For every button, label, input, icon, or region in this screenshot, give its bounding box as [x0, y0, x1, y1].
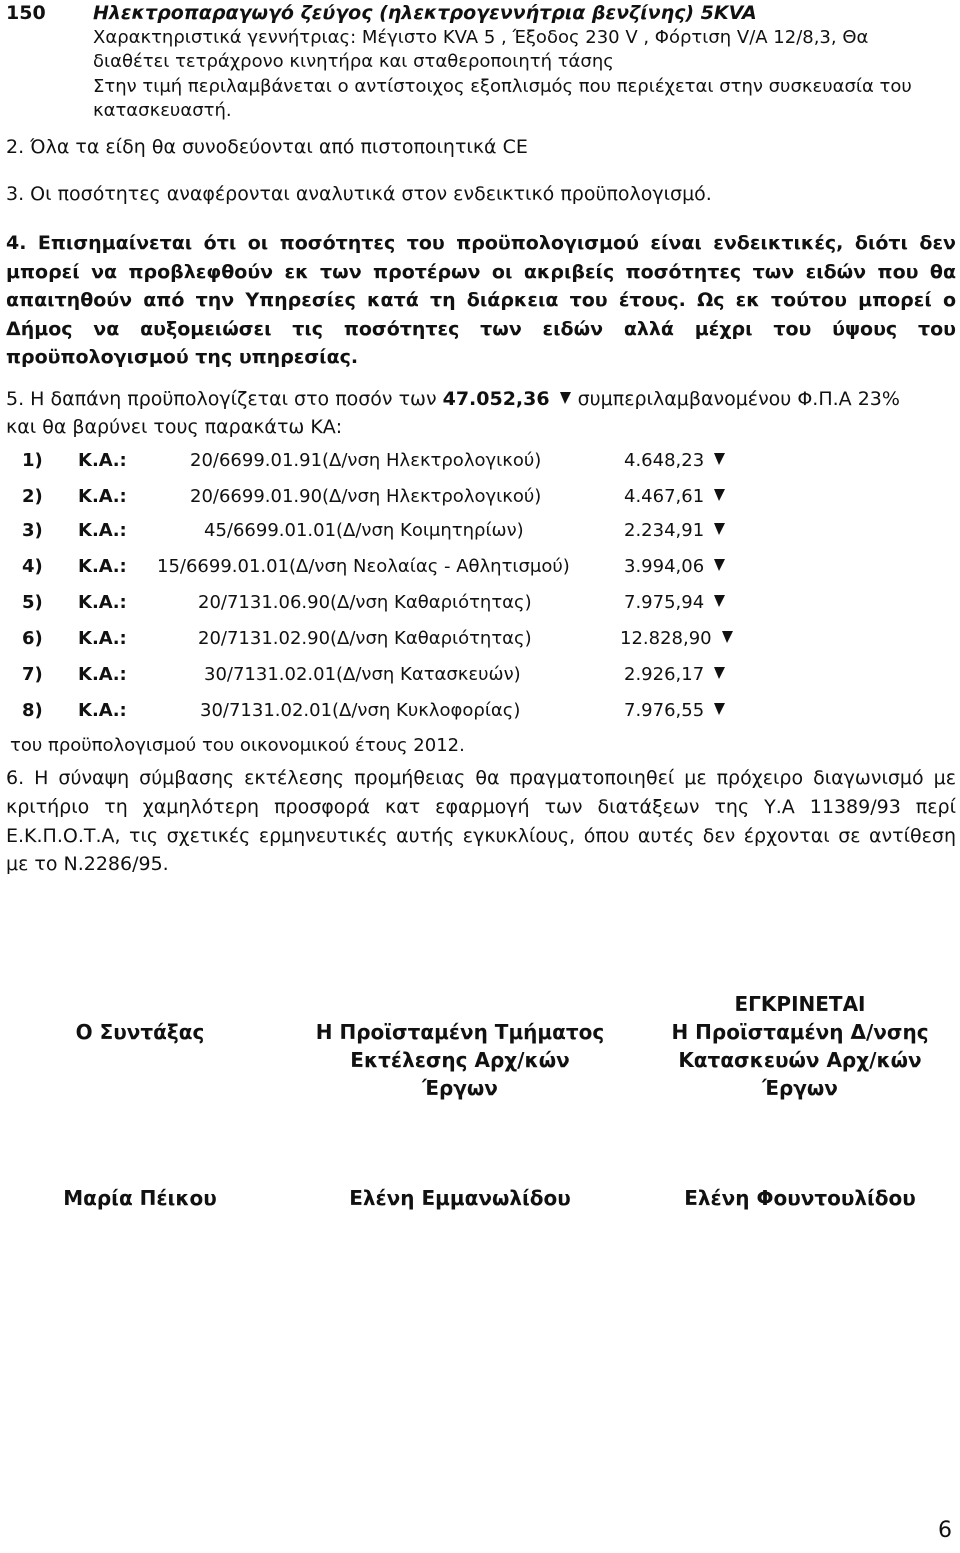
budget-label: Κ.Α.: — [78, 628, 127, 649]
item-title: Ηλεκτροπαραγωγό ζεύγος (ηλεκτρογεννήτρια βενζίνης) 5KVA — [93, 2, 757, 24]
budget-amount — [624, 592, 726, 613]
signature-title: Η Προϊσταμένη Τμήματος — [315, 1020, 605, 1044]
item-line: Στην τιμή περιλαμβάνεται ο αντίστοιχος εξοπλισμός που περιέχεται στην συσκευασία του — [93, 76, 912, 97]
budget-amount — [624, 450, 726, 471]
budget-label: Κ.Α.: — [78, 450, 127, 471]
budget-amount — [624, 700, 726, 721]
budget-label: Κ.Α.: — [78, 664, 127, 685]
note-4-line: 4. Επισημαίνεται ότι οι ποσότητες του προϋπολογισμού είναι ενδεικτικές, διότι δεν — [6, 232, 956, 254]
signature-title: Έργων — [422, 1076, 498, 1100]
euro-icon — [712, 664, 726, 682]
euro-icon — [712, 592, 726, 610]
budget-code: 30/7131.02.01(Δ/νση Κατασκευών) — [204, 664, 521, 685]
budget-label: Κ.Α.: — [78, 592, 127, 613]
budget-index: 5) — [22, 592, 43, 613]
item-number: 150 — [6, 2, 46, 24]
budget-amount-value: 2.926,17 — [624, 664, 705, 685]
budget-label: Κ.Α.: — [78, 486, 127, 507]
budget-amount-value: 4.467,61 — [624, 486, 705, 507]
item-line: διαθέτει τετράχρονο κινητήρα και σταθεροποιητή τάσης — [93, 51, 614, 72]
signature-title: Η Προϊσταμένη Δ/νσης — [671, 1020, 929, 1044]
budget-amount-value: 2.234,91 — [624, 520, 705, 541]
note-5 — [6, 388, 900, 410]
budget-label: Κ.Α.: — [78, 556, 127, 577]
budget-index: 3) — [22, 520, 43, 541]
budget-amount — [624, 486, 726, 507]
total-amount: 47.052,36 — [442, 388, 550, 410]
budget-index: 7) — [22, 664, 43, 685]
signature-title: Έργων — [762, 1076, 838, 1100]
signatory-name: Ελένη Εμμανωλίδου — [349, 1186, 571, 1210]
budget-amount — [624, 556, 726, 577]
budget-footer: του προϋπολογισμού του οικονομικού έτους 2012. — [10, 735, 465, 756]
note-6-line: με το Ν.2286/95. — [6, 853, 169, 875]
signature-block-author — [40, 1018, 240, 1046]
budget-amount-value: 12.828,90 — [620, 628, 712, 649]
item-line: Χαρακτηριστικά γεννήτριας: Μέγιστο KVA 5 , Έξοδος 230 V , Φόρτιση V/A 12/8,3, Θα — [93, 27, 869, 48]
note-4-line: Δήμος να αυξομειώσει τις ποσότητες των ειδών αλλά μέχρι του ύψους του — [6, 318, 956, 340]
budget-code: 20/7131.06.90(Δ/νση Καθαριότητας) — [198, 592, 532, 613]
budget-label: Κ.Α.: — [78, 700, 127, 721]
note-4-line: προϋπολογισμού της υπηρεσίας. — [6, 346, 359, 368]
item-line: κατασκευαστή. — [93, 100, 232, 121]
budget-amount-value: 3.994,06 — [624, 556, 705, 577]
euro-icon — [712, 520, 726, 538]
budget-code: 15/6699.01.01(Δ/νση Νεολαίας - Αθλητισμού) — [157, 556, 570, 577]
note-3: 3. Οι ποσότητες αναφέρονται αναλυτικά στον ενδεικτικό προϋπολογισμό. — [6, 183, 712, 205]
budget-label: Κ.Α.: — [78, 520, 127, 541]
budget-index: 6) — [22, 628, 43, 649]
budget-amount — [624, 520, 726, 541]
note-4-line: απαιτηθούν από την Υπηρεσίες κατά τη διάρκεια του έτους. Ως εκ τούτου μπορεί ο — [6, 289, 956, 311]
note-4-line: μπορεί να προβλεφθούν εκ των προτέρων οι ακριβείς ποσότητες των ειδών που θα — [6, 261, 956, 283]
note-5-prefix: 5. Η δαπάνη προϋπολογίζεται στο ποσόν των — [6, 388, 437, 410]
budget-code: 20/6699.01.90(Δ/νση Ηλεκτρολογικού) — [190, 486, 542, 507]
budget-amount-value: 4.648,23 — [624, 450, 705, 471]
signature-block-dept-head — [290, 1018, 630, 1102]
budget-index: 8) — [22, 700, 43, 721]
approval-heading: ΕΓΚΡΙΝΕΤΑΙ — [734, 992, 866, 1016]
euro-icon — [712, 486, 726, 504]
note-6-line: 6. Η σύναψη σύμβασης εκτέλεσης προμήθειας θα πραγματοποιηθεί με πρόχειρο διαγωνισμό με — [6, 767, 956, 789]
budget-code: 45/6699.01.01(Δ/νση Κοιμητηρίων) — [204, 520, 524, 541]
budget-amount-value: 7.975,94 — [624, 592, 705, 613]
budget-code: 20/6699.01.91(Δ/νση Ηλεκτρολογικού) — [190, 450, 542, 471]
signature-title: Κατασκευών Αρχ/κών — [678, 1048, 922, 1072]
signatory-name: Ελένη Φουντουλίδου — [684, 1186, 916, 1210]
budget-index: 4) — [22, 556, 43, 577]
note-6-line: κριτήριο τη χαμηλότερη προσφορά κατ εφαρμογή των διατάξεων της Υ.Α 11389/93 περί — [6, 796, 956, 818]
budget-code: 20/7131.02.90(Δ/νση Καθαριότητας) — [198, 628, 532, 649]
signatory-name: Μαρία Πέικου — [63, 1186, 217, 1210]
budget-amount — [624, 664, 726, 685]
euro-icon — [720, 628, 734, 646]
budget-index: 2) — [22, 486, 43, 507]
euro-icon — [558, 389, 572, 407]
euro-icon — [712, 556, 726, 574]
budget-amount-value: 7.976,55 — [624, 700, 705, 721]
budget-amount — [620, 628, 734, 649]
signature-title: Ο Συντάξας — [75, 1020, 205, 1044]
note-2: 2. Όλα τα είδη θα συνοδεύονται από πιστοποιητικά CE — [6, 136, 528, 158]
page-number: 6 — [938, 1518, 952, 1543]
note-6-line: Ε.Κ.Π.Ο.Τ.Α, τις σχετικές ερμηνευτικές αυτής εγκυκλίους, όπου αυτές δεν έρχονται σε αντίθεση — [6, 825, 956, 847]
note-5-line2: και θα βαρύνει τους παρακάτω ΚΑ: — [6, 416, 343, 438]
euro-icon — [712, 450, 726, 468]
budget-index: 1) — [22, 450, 43, 471]
budget-code: 30/7131.02.01(Δ/νση Κυκλοφορίας) — [200, 700, 521, 721]
note-5-suffix: συμπεριλαμβανομένου Φ.Π.Α 23% — [577, 388, 900, 410]
signature-title: Εκτέλεσης Αρχ/κών — [350, 1048, 570, 1072]
euro-icon — [712, 700, 726, 718]
signature-block-director — [655, 1018, 945, 1102]
